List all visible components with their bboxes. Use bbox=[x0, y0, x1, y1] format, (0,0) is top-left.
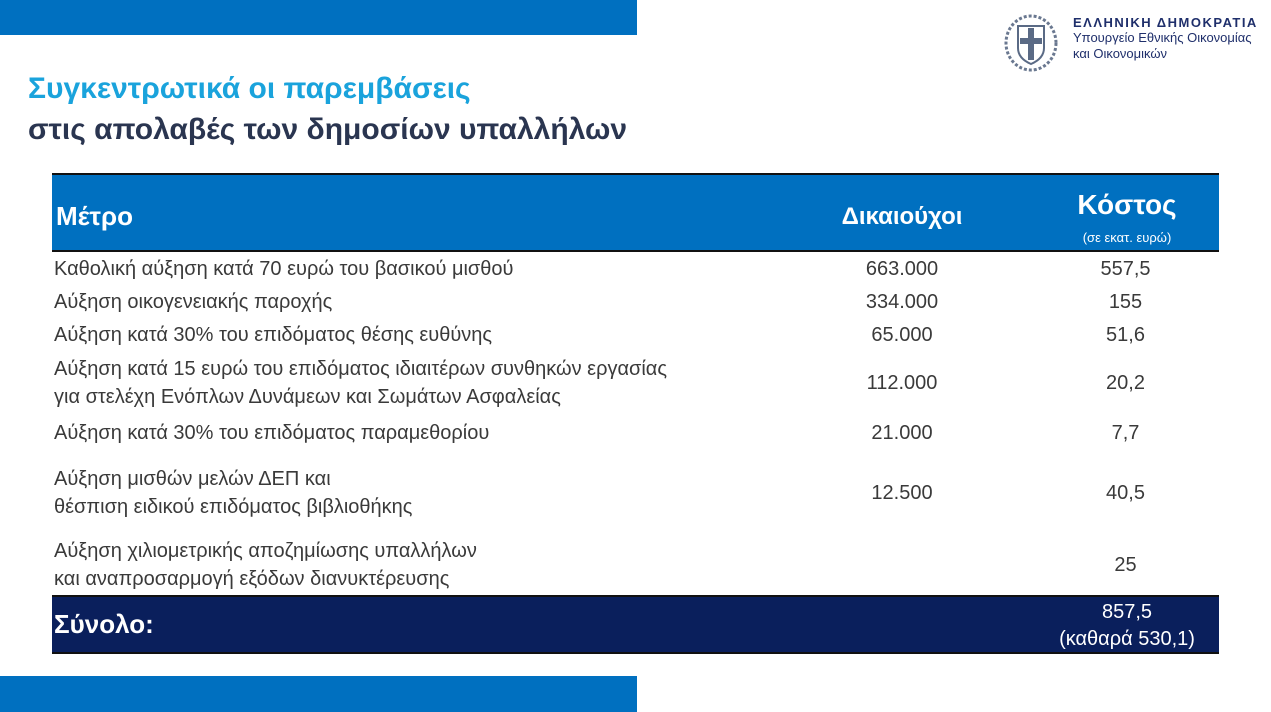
cost-cell: 155 bbox=[1108, 291, 1143, 313]
measures-table bbox=[52, 173, 1219, 654]
measure-cell bbox=[52, 321, 832, 349]
beneficiaries-cell: 65.000 bbox=[871, 323, 933, 346]
bottom-accent-bar bbox=[0, 676, 637, 712]
beneficiaries-cell: 21.000 bbox=[871, 421, 933, 444]
title-line-2: στις απολαβές των δημοσίων υπαλλήλων bbox=[28, 113, 628, 146]
header-beneficiaries: Δικαιούχοι bbox=[841, 203, 963, 230]
beneficiaries-cell: 663.000 bbox=[865, 258, 939, 280]
measure-line-1: Αύξηση μισθών μελών ΔΕΠ και bbox=[54, 467, 331, 490]
cost-cell: 557,5 bbox=[1100, 258, 1151, 280]
measure-cell bbox=[52, 419, 832, 447]
header-cost: Κόστος bbox=[1077, 189, 1177, 220]
table-row bbox=[52, 286, 1219, 318]
ministry-line-1: Υπουργείο Εθνικής Οικονομίας bbox=[1073, 30, 1252, 45]
header-cost-unit: (σε εκατ. ευρώ) bbox=[1082, 230, 1172, 245]
measure-line-1: Αύξηση κατά 30% του επιδόματος παραμεθορίου bbox=[54, 421, 490, 444]
coat-of-arms-icon bbox=[1004, 14, 1058, 72]
table-row bbox=[52, 351, 1219, 414]
cost-cell: 7,7 bbox=[1111, 421, 1140, 444]
header-measure: Μέτρο bbox=[56, 201, 133, 231]
table-header bbox=[52, 173, 1219, 252]
measure-line-1: Αύξηση κατά 15 ευρώ του επιδόματος ιδιαιτέρων συνθηκών εργασίας bbox=[54, 357, 667, 380]
ministry-line-2: και Οικονομικών bbox=[1073, 46, 1168, 61]
total-row bbox=[52, 595, 1219, 654]
measure-cell bbox=[52, 288, 832, 316]
total-cost-value: 857,5 bbox=[1101, 601, 1153, 623]
total-label: Σύνολο: bbox=[54, 609, 154, 639]
table-row bbox=[52, 451, 1219, 534]
measure-line-2: και αναπροσαρμογή εξόδων διανυκτέρευσης bbox=[54, 567, 450, 590]
measure-line-2: για στελέχη Ενόπλων Δυνάμεων και Σωμάτων Ασφαλείας bbox=[54, 385, 561, 408]
beneficiaries-cell: 334.000 bbox=[865, 291, 939, 313]
measure-line-1: Καθολική αύξηση κατά 70 ευρώ του βασικού μισθού bbox=[54, 258, 514, 280]
total-net-value: (καθαρά 530,1) bbox=[1059, 628, 1195, 650]
total-cost bbox=[1042, 599, 1212, 653]
measure-cell bbox=[52, 355, 832, 411]
cost-cell: 25 bbox=[1114, 553, 1137, 576]
cost-cell: 51,6 bbox=[1106, 323, 1145, 346]
measure-line-2: θέσπιση ειδικού επιδόματος βιβλιοθήκης bbox=[54, 495, 413, 518]
title-line-1: Συγκεντρωτικά οι παρεμβάσεις bbox=[28, 72, 471, 105]
measure-cell bbox=[52, 537, 832, 593]
measure-line-1: Αύξηση χιλιομετρικής αποζημίωσης υπαλλήλων bbox=[54, 539, 477, 562]
measure-line-1: Αύξηση κατά 30% του επιδόματος θέσης ευθύνης bbox=[54, 323, 493, 346]
beneficiaries-cell: 112.000 bbox=[866, 371, 938, 394]
table-row bbox=[52, 414, 1219, 451]
table-row bbox=[52, 534, 1219, 595]
ministry-branding bbox=[1073, 15, 1258, 62]
table-row bbox=[52, 252, 1219, 286]
measure-cell bbox=[52, 465, 832, 521]
measure-line-1: Αύξηση οικογενειακής παροχής bbox=[54, 291, 333, 313]
table-row bbox=[52, 318, 1219, 351]
measure-cell bbox=[52, 255, 832, 283]
cost-cell: 40,5 bbox=[1106, 481, 1145, 504]
org-name: ΕΛΛΗΝΙΚΗ ΔΗΜΟΚΡΑΤΙΑ bbox=[1073, 15, 1258, 30]
beneficiaries-cell: 12.500 bbox=[871, 481, 933, 504]
top-accent-bar bbox=[0, 0, 637, 35]
cost-cell: 20,2 bbox=[1106, 371, 1145, 394]
